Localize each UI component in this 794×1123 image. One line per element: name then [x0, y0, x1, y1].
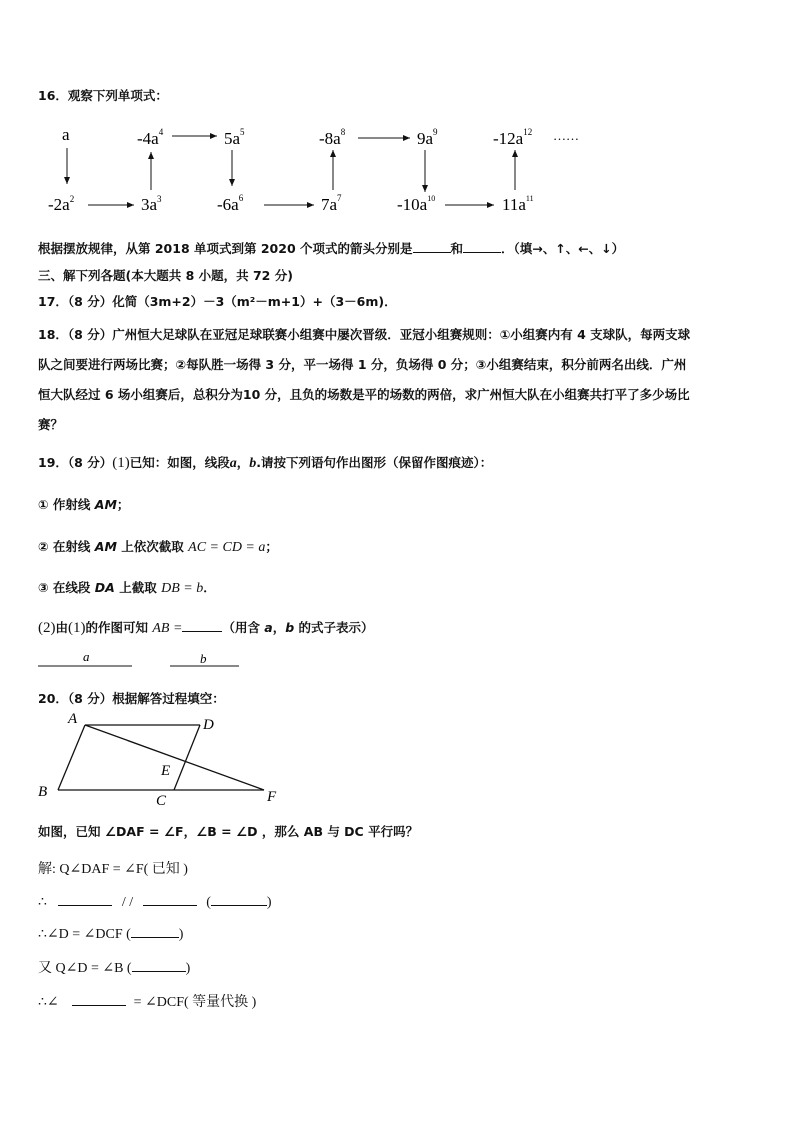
q16-monomial-diagram: [0, 118, 794, 223]
segment-ab: [58, 725, 85, 790]
point-e-label: E: [161, 763, 171, 779]
q20-line-1: ∴ / / ( ): [38, 895, 272, 910]
term-12: $-12a^{12}$: [493, 127, 533, 148]
q16-title: 16．观察下列单项式：: [38, 88, 168, 103]
term-11: $11a^{11}$: [502, 194, 534, 214]
blank-line3-reason[interactable]: [132, 959, 186, 972]
q18-line-4: 赛？: [38, 417, 64, 432]
ellipsis: ……: [553, 128, 579, 143]
q20-line-4: ∴∠ = ∠DCF( 等量代换 ): [38, 995, 257, 1010]
term-7: $7a^7$: [321, 193, 342, 214]
point-b-label: B: [38, 784, 48, 800]
blank-line1-b[interactable]: [143, 893, 197, 906]
term-2: $-2a^2$: [48, 194, 75, 214]
q19-step-1: ① 作射线 AM；: [38, 497, 130, 512]
segment-af: [85, 725, 264, 790]
q18-line-3: 恒大队经过 6 场小组赛后，总积分为10 分，且负的场数是平的场数的两倍，求广州恒大队在小组赛共打平了多少场比: [38, 387, 690, 402]
segment-dc: [174, 725, 200, 790]
q20-line-2: ∴∠D = ∠DCF ( ): [38, 927, 184, 942]
q20-line-3: 又 Q∠D = ∠B ( ): [38, 961, 191, 976]
q20-given: 如图，已知 ∠DAF = ∠F，∠B = ∠D ，那么 AB 与 DC 平行吗？: [38, 824, 419, 839]
point-a-label: A: [68, 711, 78, 727]
blank-line4-angle[interactable]: [72, 993, 126, 1006]
blank-line1-reason[interactable]: [211, 893, 267, 906]
point-c-label: C: [156, 793, 167, 809]
q20-solution-start: 解: Q∠DAF = ∠F( 已知 ): [38, 862, 188, 877]
ab-answer-blank[interactable]: [182, 619, 222, 632]
term-9: $9a^9$: [417, 127, 438, 148]
answer-blank-2[interactable]: [463, 240, 501, 253]
term-8: $-8a^8$: [319, 127, 346, 148]
q20-title: 20．（8 分）根据解答过程填空：: [38, 691, 225, 706]
q19-segments: [0, 644, 300, 672]
blank-line1-a[interactable]: [58, 893, 112, 906]
term-6: $-6a^6$: [217, 193, 244, 214]
q19-step-2: ② 在射线 AM 上依次截取 AC = CD = a；: [38, 539, 278, 555]
segment-b-label: b: [200, 651, 207, 666]
point-f-label: F: [267, 789, 277, 805]
term-4: $-4a^4$: [137, 127, 164, 148]
q20-figure: [0, 708, 320, 810]
section-3-heading: 三、解下列各题(本大题共 8 小题，共 72 分): [38, 268, 293, 283]
answer-blank-1[interactable]: [413, 240, 451, 253]
q17: 17．（8 分）化简（3m+2）－3（m²－m+1）+（3－6m)．: [38, 294, 397, 309]
segment-a-label: a: [83, 649, 90, 664]
q18-line-1: 18．（8 分）广州恒大足球队在亚冠足球联赛小组赛中屡次晋级．亚冠小组赛规则：①小组赛内有 4 支球队，每两支球: [38, 327, 691, 342]
blank-line2-reason[interactable]: [131, 925, 179, 938]
term-5: $5a^5$: [224, 127, 245, 148]
term-1: a: [62, 125, 70, 144]
point-d-label: D: [203, 717, 214, 733]
term-3: $3a^3$: [141, 194, 162, 214]
q19-part-2: (2)由(1)的作图可知 AB = （用含 a，b 的式子表示）: [38, 620, 374, 636]
term-10: $-10a^{10}$: [397, 194, 436, 214]
q19-heading: 19．（8 分）(1)已知：如图，线段a，b.请按下列语句作出图形（保留作图痕迹）：: [38, 455, 493, 471]
q19-step-3: ③ 在线段 DA 上截取 DB = b．: [38, 580, 216, 596]
q18-line-2: 队之间要进行两场比赛；②每队胜一场得 3 分，平一场得 1 分，负场得 0 分；③小组赛结束，积分前两名出线．广州: [38, 357, 687, 372]
q16-question: 根据摆放规律，从第 2018 单项式到第 2020 个项式的箭头分别是 和 ．（填→、↑、←、↓）: [38, 241, 625, 256]
